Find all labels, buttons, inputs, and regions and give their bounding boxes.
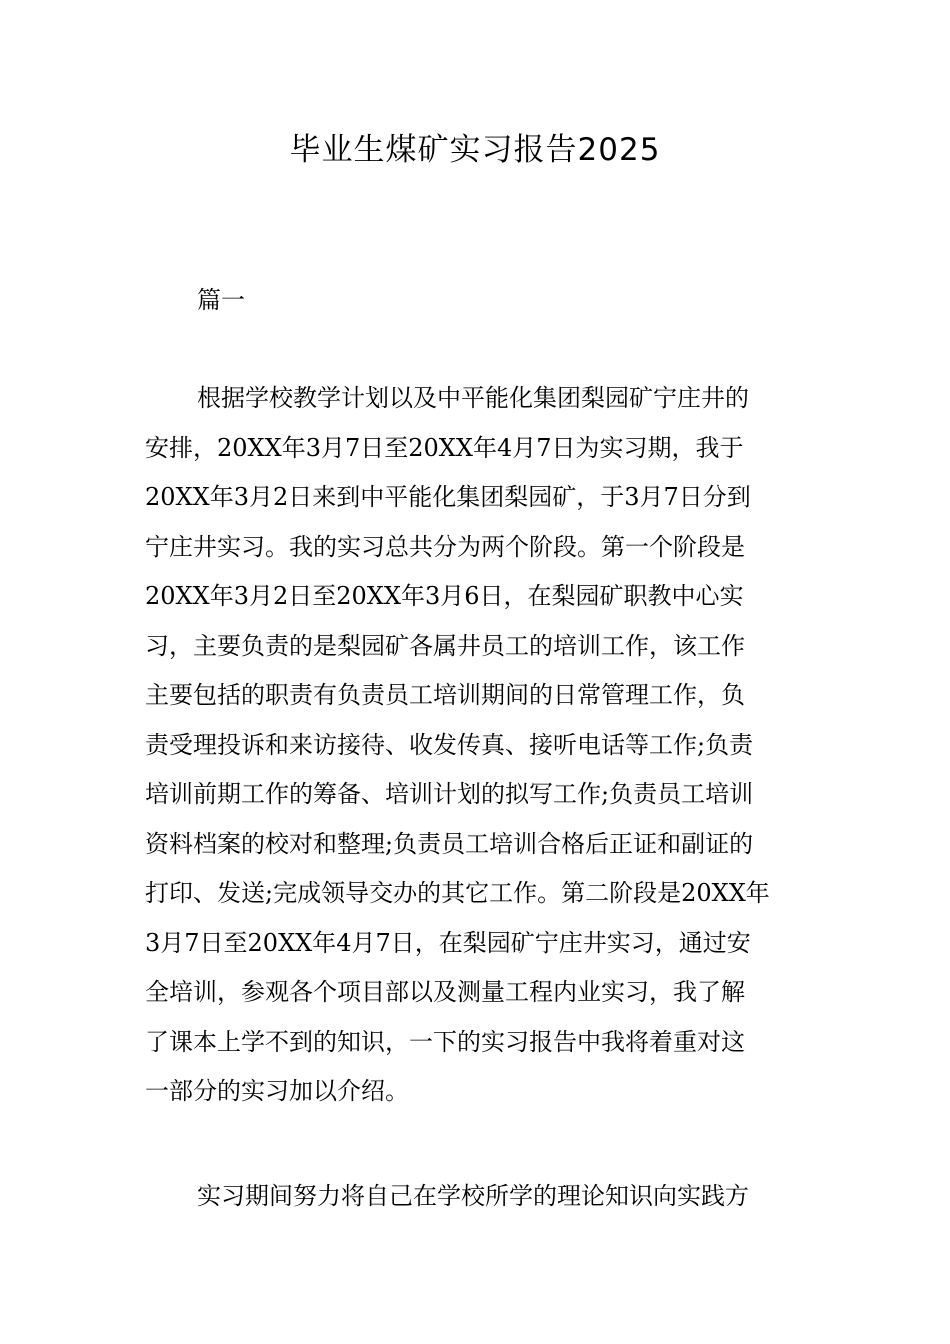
paragraph-line: 责受理投诉和来访接待、收发传真、接听电话等工作;负责 [145,730,754,759]
paragraph-line: 了课本上学不到的知识，一下的实习报告中我将着重对这 [145,1027,745,1056]
section-label: 篇一 [197,286,245,314]
paragraph-line: 安排，20XX年3月7日至20XX年4月7日为实习期，我于 [145,433,744,462]
paragraph-2 [145,1172,809,1222]
paragraph-line: 根据学校教学计划以及中平能化集团梨园矿宁庄井的 [197,384,749,412]
paragraph-line: 资料档案的校对和整理;负责员工培训合格后正证和副证的 [145,829,754,858]
paragraph-line: 20XX年3月2日来到中平能化集团梨园矿，于3月7日分到 [145,483,751,511]
paragraph-line: 全培训，参观各个项目部以及测量工程内业实习，我了解 [145,978,745,1006]
paragraph-line: 打印、发送;完成领导交办的其它工作。第二阶段是20XX年 [145,879,770,907]
paragraph-line: 主要包括的职责有负责员工培训期间的日常管理工作，负 [145,681,745,709]
paragraph-line: 20XX年3月2日至20XX年3月6日，在梨园矿职教中心实 [145,582,744,610]
paragraph-line: 一部分的实习加以介绍。 [145,1077,409,1105]
paragraph-1 [145,374,809,1117]
paragraph-line: 习，主要负责的是梨园矿各属井员工的培训工作，该工作 [145,631,745,660]
paragraph-line: 3月7日至20XX年4月7日，在梨园矿宁庄井实习，通过安 [145,928,751,957]
document-title: 毕业生煤矿实习报告2025 [289,132,661,168]
paragraph-line: 实习期间努力将自己在学校所学的理论知识向实践方 [197,1182,749,1210]
paragraph-line: 宁庄井实习。我的实习总共分为两个阶段。第一个阶段是 [145,532,745,561]
paragraph-line: 培训前期工作的筹备、培训计划的拟写工作;负责员工培训 [145,780,754,808]
